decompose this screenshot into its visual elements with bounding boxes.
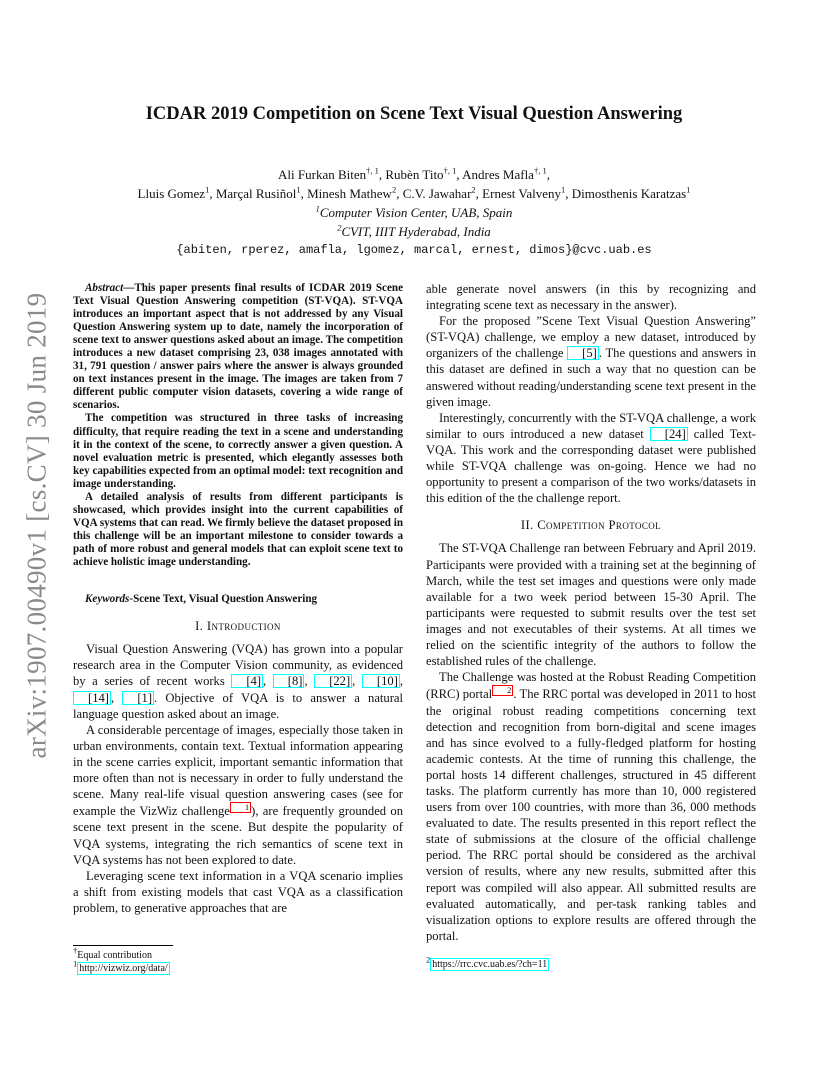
abstract-label: Abstract [85,282,124,294]
keywords-label: Keywords [85,593,130,606]
affiliation-1 [70,203,758,222]
left-column [73,282,403,916]
abstract [73,282,403,569]
introduction-body [73,641,403,916]
citation-link[interactable]: [14] [73,691,111,705]
abstract-text: —This paper presents final results of ICDAR 2019 Scene Text Visual Question Answering competition (ST-VQA). ST-VQA introduces an important aspect that is not addressed by any Visual Question Answering system up to date, namely the incorporation of scene text to answer questions asked about an image. The competition introduces a new dataset comprising 23, 038 images annotated with 31, 791 question / answer pairs where the answer is always grounded on text instances present in the image. The images are taken from 7 different public computer vision datasets, covering a wide range of scenarios. [73,282,403,412]
citation-link[interactable]: [22] [314,674,352,688]
body-paragraph: Visual Question Answering (VQA) has grown into a popular research area in the Computer Vision community, as evidenced by a series of recent works [4] , [8] , [22] , [10] , [14] , [1] . Objective of VQA is to answer a natural language question asked about an image. [73,642,404,721]
affiliation-text: Computer Vision Center, UAB, Spain [319,205,513,220]
abstract-paragraph [73,282,403,412]
abstract-paragraph: A detailed analysis of results from different participants is showcased, which provides insight into the current capabilities of VQA systems that can read. We firmly believe the dataset proposed in this challenge will be an important milestone to consider towards a path of more robust and general models that can exploit scene text to achieve holistic image understanding. [73,490,403,568]
author-affiliation-mark: †, 1 [366,165,379,176]
author-name: C.V. Jawahar [402,186,472,201]
paragraph-text: For the proposed ”Scene Text Visual Question Answering” (ST-VQA) challenge, we employ a new dataset, introduced by organizers of the challenge [426,314,756,361]
paragraph-text: ), are frequently grounded on scene text present in the scene. But despite the popularity of VQA systems, integrating the rich semantics of scene text in VQA systems has not been explored to date. [73,804,403,867]
body-paragraph [426,410,756,507]
author-name: Ernest Valveny [482,186,561,201]
paragraph-text: called Text-VQA. This work and the corresponding dataset were published while ST-VQA challenge was on-going. Hence we had no opportunity to present a comparison of the two works/datasets in this edition of the the challenge report. [426,426,756,506]
author-line-1: Ali Furkan Biten$^{\dagger, 1}$, Rubèn Tito$^{\dagger, 1}$, Andres Mafla$^{\dagger, 1}$, [278,165,550,182]
author-affiliation-mark: 1 [296,184,301,195]
body-paragraph [426,313,756,410]
competition-protocol-body [426,540,756,944]
citation-link[interactable]: [1] [122,691,154,705]
affiliation-2 [70,222,758,241]
right-column-body [426,281,756,506]
author-affiliation-mark: 1 [205,184,210,195]
abstract-paragraph: The competition was structured in three tasks of increasing difficulty, that require reading the text in a scene and understanding it in the context of the scene, to correctly answer a given question. A novel evaluation metric is presented, which elegantly assesses both key capabilities expected from an optimal model: text recognition and image understanding. [73,412,403,490]
footnote-link[interactable]: 2 [492,685,513,696]
index-terms [73,591,403,607]
footnote-text: Equal contribution [77,950,152,961]
author-name: Dimosthenis Karatzas [571,186,687,201]
author-emails: {abiten, rperez, amafla, lgomez, marcal, ernest, dimos}@cvc.uab.es [176,243,652,257]
section-heading-competition-protocol: II. Competition Protocol [520,518,662,533]
body-paragraph [426,669,756,944]
author-affiliation-mark: †, 1 [443,165,457,176]
body-paragraph: able generate novel answers (in this by recognizing and integrating scene text as necessary in the answer). [426,282,756,313]
citation-link[interactable]: [8] [273,674,305,688]
citation-link[interactable]: [5] [567,346,599,360]
citation-link[interactable]: [10] [362,674,400,688]
citation-link[interactable]: [4] [231,674,263,688]
paragraph-text: . The RRC portal was developed in 2011 to host the original robust reading competitions concerning text detection and recognition from born-digital and scene images and has since evolved to a fully-fledged platform for hosting academic contests. At the time of running this challenge, the portal hosts 14 different challenges, structured in 45 different tasks. The platform currently has more than 10, 000 registered users from over 100 countries, with more than 36, 000 methods evaluated to date. The results presented in this report reflect the state of submissions at the closure of the official challenge period. The RRC portal should be considered as the archival version of results, where any new results, submitted after this report was compiled will also appear. All submitted results are evaluated automatically, and per-task ranking tables and visualization options to explore results are offered through the portal. [426,687,756,943]
paper-title: ICDAR 2019 Competition on Scene Text Visual Question Answering [145,104,683,124]
affiliation-text: CVIT, IIIT Hyderabad, India [341,224,491,239]
footnote-rule [73,945,173,946]
author-affiliation-mark: †, 1 [533,165,547,176]
footnotes-left [73,945,403,975]
section-heading-introduction: I. Introduction [195,619,281,634]
body-paragraph: The ST-VQA Challenge ran between February and April 2019. Participants were provided with a training set at the beginning of March, while the test set images and questions were only made available for a two week period between 15-30 April. The participants were requested to submit results over the test set images and not executables of their systems. At all times we relied on the scientific integrity of the authors to follow the established rules of the challenge. [426,541,756,669]
paragraph-text: The Challenge was hosted at the Robust Reading Competition (RRC) portal [426,670,756,702]
author-affiliation-mark: 2 [471,184,476,195]
affiliation-mark: 1 [315,203,320,214]
author-name: Minesh Mathew [307,186,392,201]
author-name: Lluis Gomez [137,186,206,201]
paragraph-text: Visual Question Answering (VQA) has grown into a popular research area in the Computer Vision community, as evidenced by a series of recent works [73,642,403,689]
author-affiliation-mark: 2 [391,184,397,195]
paragraph-text: . Objective of VQA is to answer a natural language question asked about an image. [73,690,404,721]
footnote-mark: 2 [426,954,431,965]
arxiv-identifier-text: arXiv:1907.00490v1 [cs.CV] 30 Jun 2019 [21,292,52,758]
citation-link[interactable]: [24] [650,427,688,441]
author-affiliation-mark: 1 [686,184,691,195]
paragraph-text: Interestingly, concurrently with the ST-VQA challenge, a work similar to ours introduced a new dataset [426,410,756,441]
author-line-2: Lluis Gomez$^1$, Marçal Rusiñol$^1$, Minesh Mathew$^2$, C.V. Jawahar$^2$, Ernest Valveny$^1$, Dimosthenis Karatzas$^1$ [137,184,691,201]
footnote-mark: † [73,945,78,956]
footnote-1 [73,958,403,975]
affiliation-mark: 2 [337,222,342,233]
keywords-text: -Scene Text, Visual Question Answering [129,593,318,606]
author-name: Ali Furkan Biten [278,167,367,182]
author-affiliation-mark: 1 [561,184,566,195]
footnote-url-link[interactable]: http://vizwiz.org/data/ [79,963,168,974]
author-block [70,165,758,260]
right-column [426,281,756,944]
footnote-link[interactable]: 1 [230,802,251,813]
author-name: Andres Mafla [462,167,534,182]
footnote-url-link[interactable]: https://rrc.cvc.uab.es/?ch=11 [432,959,548,970]
footnote-equal-contribution [73,945,403,962]
footnotes-right [426,954,756,971]
footnote-2 [426,954,756,971]
paragraph-text: A considerable percentage of images, especially those taken in urban environments, contain text. Textual information appearing in the scene carries explicit, important semantic information that more often than not is necessary in order to fully understand the scene. Many real-life visual question answering cases (see for example the VizWiz challenge [73,722,403,819]
author-name: Marçal Rusiñol [215,186,297,201]
body-paragraph [73,722,403,868]
paragraph-text: . The questions and answers in this dataset are defined in such a way that no question can be answered without reading/understanding scene text present in the given image. [426,346,757,409]
arxiv-identifier [22,290,52,760]
body-paragraph: Leveraging scene text information in a VQA scenario implies a shift from existing models that cast VQA as a classification problem, to generative approaches that are [73,868,403,915]
footnote-mark: 1 [73,958,78,969]
author-name: Rubèn Tito [385,167,444,182]
